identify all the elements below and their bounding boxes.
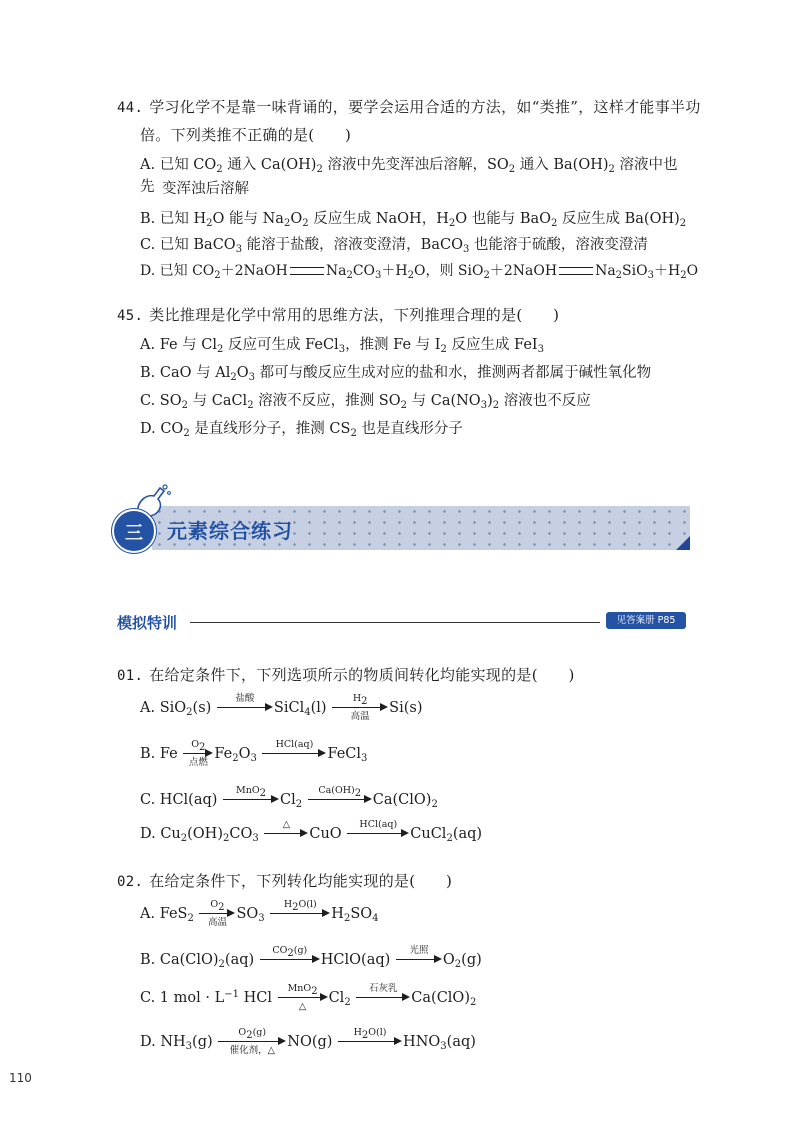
reaction-arrow: $O_2$ 高温 (199, 899, 235, 929)
reaction-arrow: $O_2$ 点燃 (183, 739, 213, 769)
q44-option-d[interactable]: D. 已知 $CO_2+2NaOH$ $Na_2CO_3+H_2O$，则 SiO$_2$＋2NaOH $Na_2SiO_3+H_2O$ (140, 263, 699, 281)
q01-stem (117, 664, 575, 687)
q45-stem (117, 304, 559, 327)
q44-stem-line1 (117, 96, 701, 119)
page-number: 110 (9, 1071, 32, 1085)
reaction-arrow: 石灰乳 (356, 983, 410, 1013)
reaction-arrow: MnO$_2$ (223, 785, 279, 815)
reaction-arrow: $Ca(OH)_2$ (308, 785, 372, 815)
q01-option-d[interactable]: D. $Cu_2(OH)_2CO_3$ △ CuO HCl(aq) CuCl$_2$(aq) (140, 818, 482, 850)
q44-option-b[interactable]: B. 已知 $H_2O$ 能与 $Na_2O_2$ 反应生成 NaOH，$H_2O$ 也能与 BaO$_2$ 反应生成 $Ba(OH)_2$ (140, 211, 687, 229)
reaction-arrow: $H_2O(l)$ (270, 899, 330, 929)
q44-option-a-cont: 变浑浊后溶解 (162, 181, 249, 197)
equals-sign (559, 267, 593, 275)
q44-option-c[interactable]: C. 已知 BaCO$_3$ 能溶于盐酸，溶液变澄清，BaCO$_3$ 也能溶于硫酸，溶液变澄清 (140, 237, 648, 255)
q44-stem-text: 学习化学不是靠一味背诵的，要学会运用合适的方法，如“类推”，这样才能事半功 (149, 98, 701, 116)
q02-number: 02. (117, 874, 144, 890)
reaction-arrow: 盐酸 (217, 693, 273, 723)
q01-number: 01. (117, 668, 144, 684)
section-banner (112, 506, 690, 556)
q45-number: 45. (117, 308, 144, 324)
reaction-arrow: HCl(aq) (347, 819, 409, 849)
q44-option-a[interactable]: A. 已知 $CO_2$ 通入 $Ca(OH)_2$ 溶液中先变浑浊后溶解，$SO_2$ 通入 $Ba(OH)_2$ 溶液中也先 (140, 157, 678, 195)
q45-option-b[interactable]: B. CaO 与 $Al_2O_3$ 都可与酸反应生成对应的盐和水，推测两者都属于碱性氧化物 (140, 365, 652, 383)
q01-option-a[interactable]: A. SiO$_2$(s) 盐酸 SiCl$_4$(l) $H_2$ 高温 Si(s) (140, 693, 423, 722)
q01-stem-text: 在给定条件下，下列选项所示的物质间转化均能实现的是( ) (149, 666, 575, 684)
banner-corner-triangle (676, 536, 690, 550)
answer-reference-tag: 见答案册 P85 (606, 612, 686, 629)
q01-option-c[interactable]: C. HCl(aq) MnO$_2$ $Cl_2$ $Ca(OH)_2$ $Ca(ClO)_2$ (140, 784, 438, 816)
reaction-arrow: △ (264, 819, 308, 849)
q45-option-d[interactable]: D. $CO_2$ 是直线形分子，推测 $CS_2$ 也是直线形分子 (140, 421, 463, 439)
reaction-arrow: $CO_2(g)$ (260, 945, 320, 975)
q01-option-b[interactable]: B. Fe $O_2$ 点燃 $Fe_2O_3$ HCl(aq) FeCl$_3$ (140, 739, 368, 768)
reaction-arrow: $H_2O(l)$ (338, 1027, 402, 1057)
reaction-arrow: $H_2$ 高温 (332, 693, 388, 723)
q02-option-c[interactable]: C. 1 mol · $L^{-1}$ HCl MnO$_2$ △ $Cl_2$ 石灰乳 $Ca(ClO)_2$ (140, 983, 477, 1012)
q44-stem-text2: 倍。下列类推不正确的是( ) (140, 126, 352, 144)
section-number-badge: 三 (112, 509, 156, 553)
q44-stem-line2 (140, 124, 351, 146)
section-title: 元素综合练习 (167, 519, 293, 543)
subsection-title: 模拟特训 (117, 614, 178, 632)
q02-stem (117, 870, 452, 893)
q02-option-a[interactable]: A. FeS$_2$ $O_2$ 高温 $SO_3$ $H_2O(l)$ $H_2SO_4$ (140, 899, 379, 928)
q02-stem-text: 在给定条件下，下列转化均能实现的是( ) (149, 872, 453, 890)
q45-option-c[interactable]: C. $SO_2$ 与 CaCl$_2$ 溶液不反应，推测 $SO_2$ 与 $Ca(NO_3)_2$ 溶液也不反应 (140, 393, 591, 411)
reaction-arrow: $O_2(g)$ 催化剂，△ (218, 1027, 286, 1057)
q02-option-b[interactable]: B. $Ca(ClO)_2(aq)$ $CO_2(g)$ HClO(aq) 光照 $O_2(g)$ (140, 944, 482, 976)
reaction-arrow: MnO$_2$ △ (278, 983, 328, 1013)
equals-sign (290, 267, 324, 275)
subsection-divider (190, 622, 600, 623)
q44-number: 44. (117, 100, 144, 116)
q02-option-d[interactable]: D. $NH_3(g)$ $O_2(g)$ 催化剂，△ NO(g) $H_2O(l)$ $HNO_3(aq)$ (140, 1027, 476, 1056)
reaction-arrow: 光照 (396, 945, 442, 975)
reaction-arrow: HCl(aq) (262, 739, 326, 769)
q45-stem-text: 类比推理是化学中常用的思维方法，下列推理合理的是( ) (149, 306, 560, 324)
q45-option-a[interactable]: A. Fe 与 $Cl_2$ 反应可生成 FeCl$_3$，推测 Fe 与 $I_2$ 反应生成 FeI$_3$ (140, 337, 545, 355)
